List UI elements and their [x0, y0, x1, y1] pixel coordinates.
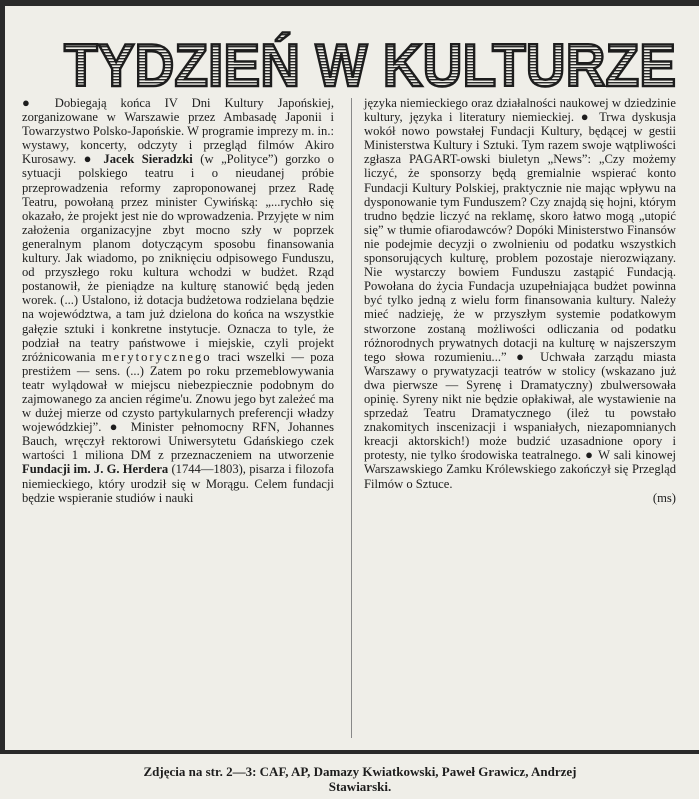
- body-text: języka niemieckiego oraz działalności naukowej w dziedzinie kultury, języka i literatury niemieckiej.: [364, 96, 676, 125]
- bold-name: Fundacji im. J. G. Herdera: [22, 462, 169, 477]
- photo-credits: Zdjęcia na str. 2—3: CAF, AP, Damazy Kwiatkowski, Paweł Grawicz, Andrzej Stawiarski.: [143, 764, 577, 794]
- left-border-rule: [0, 0, 5, 752]
- item-bullet: ●: [580, 109, 600, 125]
- article-column-right: [364, 96, 676, 505]
- body-text: Uchwała zarządu miasta Warszawy o prywatyzacji teatrów w stolicy (wskazano już dwa pierwsze — Syrenę i Dramatyczny) zbulwersowała opinię. Syreny nikt nie będzie opłakiwał, ale wystawienie na sprzedaż Teatru Dramatycznego (ileż tu powstało znakomitych inscenizacji i wspaniałych, niezapomnianych kreacji aktorskich!) może budzić uzasadnione opory i protesty, nie tylko środowiska teatralnego.: [364, 349, 676, 463]
- article-text-left: [22, 96, 334, 505]
- section-title-graphic: [60, 28, 680, 98]
- body-text: (w „Polityce”) gorzko o sytuacji polskiego teatru i o nieudanej próbie przeprowadzenia reformy zaproponowanej przez Radę Teatru, powołaną przez minister Cywińską: „...rychło się okazało, że projekt jest nie do wprowadzenia. Przyjęte w nim założenia organizacyjne zbyt mocno szły w poprzek generalnym planom dotyczącym sposobu finansowania kultury. Jak wiadomo, po zniknięciu odpisowego Funduszu, od przyszłego roku kultura wchodzi w budżet. Rząd postanowił, że pieniądze na kulturę stanowić będą jeden worek. (...) Ustalono, iż dotacja budżetowa rodzielana będzie na województwa, a tam już dzielona do końca na wszystkie gałęzie sztuki i konkretne instytucje. Oznacza to tyle, że podział na teatry państwowe i miejskie, czyli projekt zróżnicowania: [22, 152, 334, 364]
- section-header: [60, 28, 680, 98]
- item-bullet: ●: [22, 95, 55, 110]
- body-text: Trwa dyskusja wokół nowo powstałej Fundacji Kultury, będącej w gestii Ministerstwa Kultury i Sztuki. Tym razem swoje wątpliwości zgłasza PAGART-owski biuletyn „News”: „Czy możemy liczyć, że sponsorzy będą gremialnie wspierać konto Fundacji Kultury Polskiej, praktycznie nie mając wpływu na dysponowanie tym Funduszem? Czy znajdą się hojni, którym trudno będzie liczyć na reklamę, skoro łatwo mogą „utopić się” w tłumie ofiarodawców? Dopóki Ministerstwo Finansów nie podejmie decyzji o zwolnieniu od podatku wszystkich sponsorujących kulturę, problem pozostaje nierozwiązany. Nie wystarczy bowiem Funduszu zastąpić Fundacją. Powołana do życia Fundacja uzupełniająca budżet powinna być tylko jedną z wielu form finansowania kultury. Należy mieć nadzieję, że w przyszłym systemie podatkowym stworzone zostaną możliwości odliczania od podatku różnorodnych prywatnych dotacji na kulturę w najszerszym tego słowa rozumieniu...”: [364, 110, 676, 364]
- column-divider: [351, 98, 352, 738]
- bottom-border-rule: [0, 750, 699, 754]
- body-text: W sali kinowej Warszawskiego Zamku Królewskiego zakończył się Przegląd Filmów o Sztuce.: [364, 448, 676, 491]
- item-bullet: ●: [585, 447, 599, 463]
- body-text: (1744—1803), pisarza i filozofa niemieckiego, który urodził się w Morągu. Celem fundacji będzie wspieranie studiów i nauki: [22, 462, 334, 505]
- article-column-left: [22, 96, 334, 505]
- bold-name: Jacek Sieradzki: [103, 152, 193, 167]
- top-border-rule: [0, 0, 699, 6]
- spaced-word: merytorycznego: [101, 349, 212, 364]
- article-text-right: [364, 96, 676, 491]
- body-text: traci wszelki — poza prestiżem — sens. (...) Zatem po roku przemeblowywania teatr wylądował w miejscu niebezpiecznie podobnym do zajmowanego za ancien régime'u. Znowu jego byt zależeć ma w dużej mierze od czysto partykularnych preferencji władzy wojewódzkiej”.: [22, 349, 334, 435]
- item-bullet: ●: [83, 151, 104, 167]
- item-bullet: ●: [109, 419, 131, 435]
- author-signature: (ms): [652, 490, 676, 505]
- section-title: TYDZIEŃ W KULTURZE: [64, 32, 676, 98]
- body-text: Dobiegają końca IV Dni Kultury Japońskiej, zorganizowane w Warszawie przez Ambasadę Japonii i Towarzystwo Polsko-Japońskie. W programie imprezy m. in.: wystawy, koncerty, odczyty i przegląd filmów Akiro Kurosawy.: [22, 96, 334, 167]
- item-bullet: ●: [516, 348, 541, 364]
- body-text: Minister pełnomocny RFN, Johannes Bauch, wręczył rektorowi Uniwersytetu Gdańskiego czek wartości 1 miliona DM z przeznaczeniem na utworzenie: [22, 420, 334, 463]
